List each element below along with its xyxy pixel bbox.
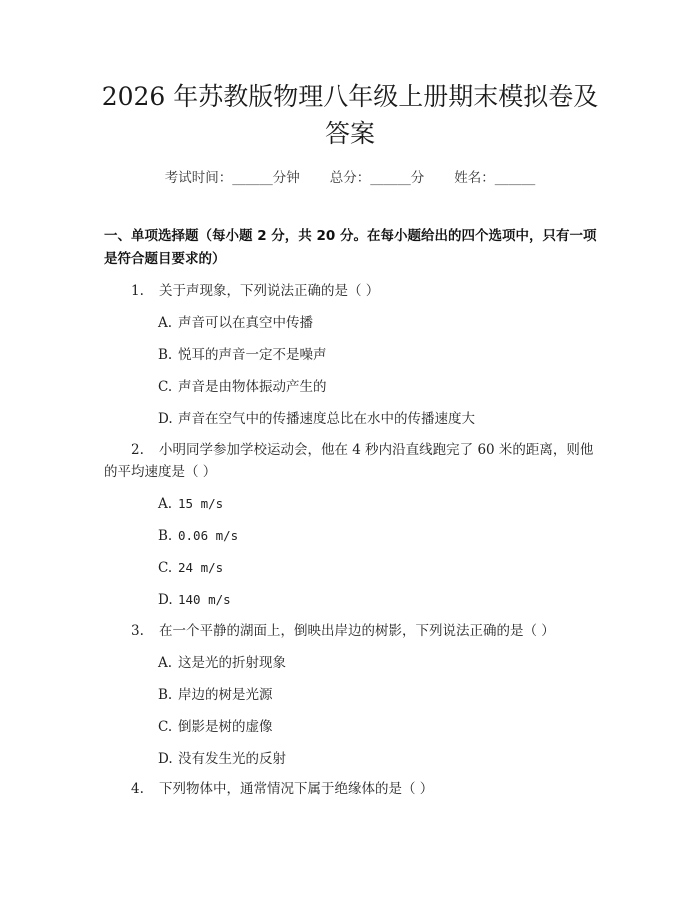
option-letter: A. [158,315,173,331]
page-title-line-2: 答案 [324,119,375,148]
question-2-continued [104,462,216,482]
question-2 [131,440,593,460]
q3-option-c [158,717,273,737]
option-letter: A. [158,655,173,671]
option-letter: C. [158,379,173,395]
question-text: 关于声现象，下列说法正确的是（ ） [159,283,380,299]
q1-option-d [158,409,475,429]
q3-option-b [158,685,273,705]
option-letter: D. [158,592,173,608]
question-text: 下列物体中，通常情况下属于绝缘体的是（ ） [159,781,434,797]
name-blank: ______ [494,170,536,186]
score-unit: 分 [410,170,425,186]
q2-option-c [158,558,223,578]
option-text: 悦耳的声音一定不是噪声 [178,347,327,363]
time-unit: 分钟 [272,170,300,186]
question-text-line-1: 小明同学参加学校运动会，他在 4 秒内沿直线跑完了 60 米的距离，则他 [159,442,594,458]
time-label: 考试时间： [164,170,233,186]
option-text: 倒影是树的虚像 [178,719,273,735]
name-label: 姓名： [454,170,495,186]
question-number: 1. [131,283,144,299]
question-text: 在一个平静的湖面上，倒映出岸边的树影，下列说法正确的是（ ） [159,623,555,639]
q3-option-a [158,653,286,673]
option-letter: A. [158,496,173,512]
page-title-line-1: 2026 年苏教版物理八年级上册期末模拟卷及 [101,82,599,111]
section-heading-line-1: 一、单项选择题（每小题 2 分，共 20 分。在每小题给出的四个选项中，只有一项 [104,228,597,244]
question-number: 4. [131,781,144,797]
section-heading-line-2: 是符合题目要求的） [104,251,226,267]
option-letter: C. [158,560,173,576]
option-text: 这是光的折射现象 [178,655,286,671]
score-label: 总分： [329,170,371,186]
question-text-line-2: 的平均速度是（ ） [104,464,217,480]
option-text: 140 m/s [178,592,231,607]
question-number: 2. [131,442,144,458]
option-text: 声音是由物体振动产生的 [178,379,327,395]
option-text: 岸边的树是光源 [178,687,273,703]
option-text: 声音可以在真空中传播 [178,315,313,331]
question-1 [131,281,379,301]
option-letter: D. [158,751,173,767]
q3-option-d [158,749,286,769]
exam-info-row [0,166,700,186]
option-text: 0.06 m/s [178,528,239,543]
question-number: 3. [131,623,144,639]
option-text: 声音在空气中的传播速度总比在水中的传播速度大 [178,411,475,427]
time-blank: ______ [232,170,273,186]
option-letter: B. [158,347,173,363]
option-text: 15 m/s [178,496,224,511]
q1-option-c [158,377,327,397]
score-blank: ______ [370,170,411,186]
q2-option-b [158,526,238,546]
question-4 [131,779,433,799]
q1-option-b [158,345,327,365]
q2-option-d [158,590,231,610]
question-3 [131,621,555,641]
option-letter: D. [158,411,173,427]
q1-option-a [158,313,313,333]
option-text: 24 m/s [178,560,224,575]
option-text: 没有发生光的反射 [178,751,286,767]
option-letter: C. [158,719,173,735]
option-letter: B. [158,528,173,544]
option-letter: B. [158,687,173,703]
q2-option-a [158,494,223,514]
